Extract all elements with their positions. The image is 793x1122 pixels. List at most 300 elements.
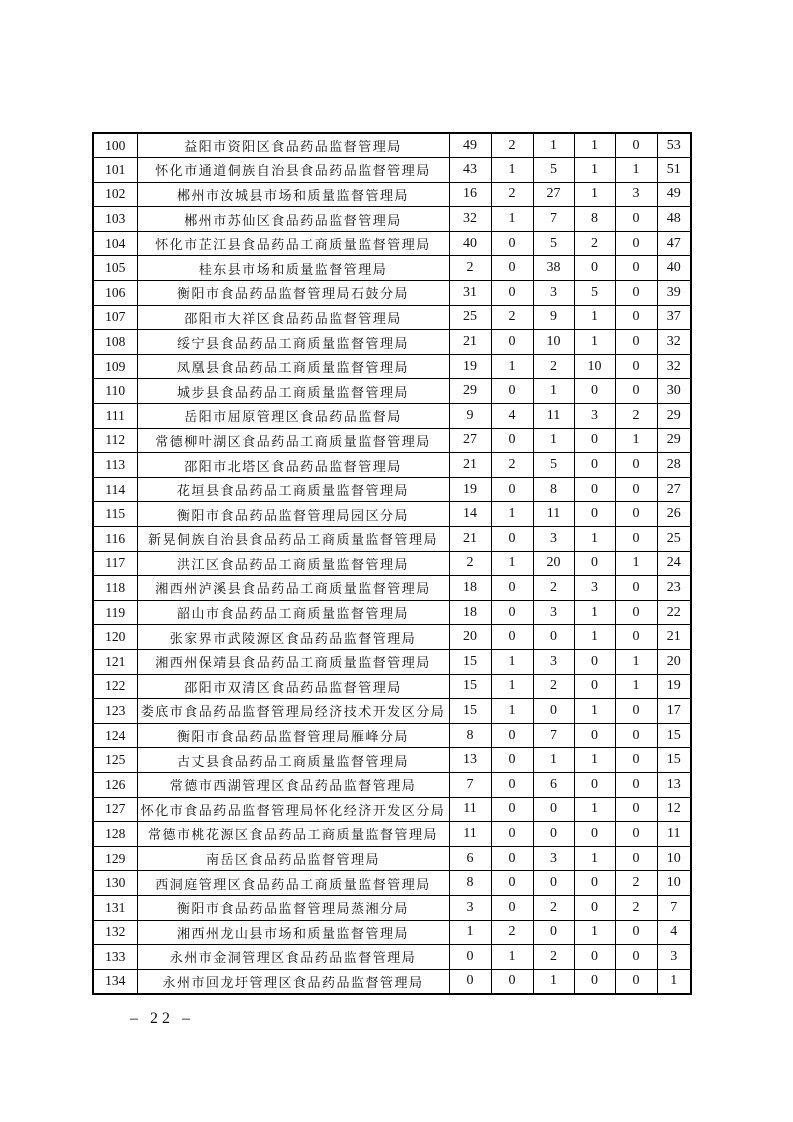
stat-cell-2: 0	[491, 527, 533, 552]
stat-cell-3: 1	[533, 428, 574, 453]
total-cell: 20	[657, 649, 691, 674]
stat-cell-4: 0	[574, 649, 615, 674]
stat-cell-4: 2	[574, 231, 615, 256]
stat-cell-2: 0	[491, 797, 533, 822]
stat-cell-4: 0	[574, 772, 615, 797]
row-number-cell: 116	[93, 527, 137, 552]
stat-cell-2: 0	[491, 330, 533, 355]
stat-cell-5: 0	[615, 945, 657, 970]
agency-name-cell: 郴州市汝城县市场和质量监督管理局	[137, 182, 449, 207]
table-row	[93, 625, 691, 650]
stat-cell-1: 15	[449, 699, 491, 724]
agency-name-cell: 邵阳市北塔区食品药品监督管理局	[137, 453, 449, 478]
stat-cell-3: 7	[533, 723, 574, 748]
stat-cell-2: 0	[491, 895, 533, 920]
total-cell: 27	[657, 477, 691, 502]
table-row	[93, 822, 691, 847]
stat-cell-4: 5	[574, 281, 615, 306]
stat-cell-4: 1	[574, 797, 615, 822]
stat-cell-1: 8	[449, 723, 491, 748]
row-number-cell: 126	[93, 772, 137, 797]
stat-cell-4: 1	[574, 330, 615, 355]
stat-cell-2: 0	[491, 822, 533, 847]
stat-cell-2: 0	[491, 256, 533, 281]
stat-cell-1: 2	[449, 551, 491, 576]
stat-cell-1: 14	[449, 502, 491, 527]
agency-name-cell: 古丈县食品药品工商质量监督管理局	[137, 748, 449, 773]
stat-cell-1: 49	[449, 133, 491, 158]
agency-name-cell: 常德市桃花源区食品药品工商质量监督管理局	[137, 822, 449, 847]
table-row	[93, 772, 691, 797]
stat-cell-3: 0	[533, 871, 574, 896]
stat-cell-3: 8	[533, 477, 574, 502]
stat-cell-2: 0	[491, 723, 533, 748]
stat-cell-4: 1	[574, 158, 615, 183]
stat-cell-2: 1	[491, 502, 533, 527]
stat-cell-5: 0	[615, 453, 657, 478]
stat-cell-2: 0	[491, 231, 533, 256]
stat-cell-3: 7	[533, 207, 574, 232]
table-row	[93, 477, 691, 502]
table-row	[93, 723, 691, 748]
row-number-cell: 111	[93, 404, 137, 429]
row-number-cell: 131	[93, 895, 137, 920]
stat-cell-4: 0	[574, 428, 615, 453]
total-cell: 15	[657, 723, 691, 748]
stat-cell-3: 10	[533, 330, 574, 355]
total-cell: 17	[657, 699, 691, 724]
agency-name-cell: 常德柳叶湖区食品药品工商质量监督管理局	[137, 428, 449, 453]
total-cell: 39	[657, 281, 691, 306]
stat-cell-1: 18	[449, 600, 491, 625]
row-number-cell: 128	[93, 822, 137, 847]
agency-name-cell: 湘西州泸溪县食品药品工商质量监督管理局	[137, 576, 449, 601]
stat-cell-4: 0	[574, 723, 615, 748]
stat-cell-1: 43	[449, 158, 491, 183]
stat-cell-1: 21	[449, 527, 491, 552]
stat-cell-2: 1	[491, 207, 533, 232]
row-number-cell: 118	[93, 576, 137, 601]
total-cell: 4	[657, 920, 691, 945]
stat-cell-4: 1	[574, 699, 615, 724]
stat-cell-4: 8	[574, 207, 615, 232]
row-number-cell: 110	[93, 379, 137, 404]
stat-cell-4: 1	[574, 748, 615, 773]
stat-cell-1: 8	[449, 871, 491, 896]
row-number-cell: 123	[93, 699, 137, 724]
stat-cell-4: 0	[574, 822, 615, 847]
stat-cell-5: 0	[615, 772, 657, 797]
stat-cell-5: 1	[615, 428, 657, 453]
total-cell: 15	[657, 748, 691, 773]
stat-cell-3: 3	[533, 527, 574, 552]
table-body	[93, 133, 691, 994]
stat-cell-3: 11	[533, 502, 574, 527]
total-cell: 13	[657, 772, 691, 797]
stat-cell-5: 2	[615, 871, 657, 896]
stat-cell-5: 0	[615, 920, 657, 945]
total-cell: 49	[657, 182, 691, 207]
row-number-cell: 120	[93, 625, 137, 650]
table-row	[93, 281, 691, 306]
stat-cell-5: 0	[615, 231, 657, 256]
stat-cell-3: 5	[533, 231, 574, 256]
table-row	[93, 428, 691, 453]
agency-ranking-table	[92, 132, 692, 995]
stat-cell-5: 0	[615, 354, 657, 379]
total-cell: 40	[657, 256, 691, 281]
total-cell: 7	[657, 895, 691, 920]
stat-cell-5: 0	[615, 330, 657, 355]
agency-name-cell: 邵阳市双清区食品药品监督管理局	[137, 674, 449, 699]
table-row	[93, 330, 691, 355]
total-cell: 12	[657, 797, 691, 822]
stat-cell-4: 10	[574, 354, 615, 379]
stat-cell-3: 0	[533, 797, 574, 822]
stat-cell-3: 2	[533, 674, 574, 699]
stat-cell-5: 0	[615, 748, 657, 773]
table-row	[93, 674, 691, 699]
table-row	[93, 551, 691, 576]
stat-cell-1: 21	[449, 330, 491, 355]
stat-cell-1: 11	[449, 822, 491, 847]
agency-name-cell: 洪江区食品药品工商质量监督管理局	[137, 551, 449, 576]
agency-name-cell: 韶山市食品药品工商质量监督管理局	[137, 600, 449, 625]
stat-cell-4: 0	[574, 945, 615, 970]
stat-cell-1: 32	[449, 207, 491, 232]
stat-cell-1: 3	[449, 895, 491, 920]
agency-name-cell: 湘西州龙山县市场和质量监督管理局	[137, 920, 449, 945]
table-row	[93, 305, 691, 330]
total-cell: 29	[657, 404, 691, 429]
table-row	[93, 699, 691, 724]
stat-cell-3: 2	[533, 945, 574, 970]
stat-cell-1: 19	[449, 354, 491, 379]
stat-cell-2: 1	[491, 649, 533, 674]
row-number-cell: 134	[93, 969, 137, 994]
stat-cell-3: 20	[533, 551, 574, 576]
row-number-cell: 105	[93, 256, 137, 281]
stat-cell-5: 0	[615, 305, 657, 330]
agency-name-cell: 张家界市武陵源区食品药品监督管理局	[137, 625, 449, 650]
stat-cell-1: 16	[449, 182, 491, 207]
stat-cell-5: 0	[615, 256, 657, 281]
stat-cell-2: 1	[491, 551, 533, 576]
agency-name-cell: 衡阳市食品药品监督管理局园区分局	[137, 502, 449, 527]
table-row	[93, 379, 691, 404]
stat-cell-3: 0	[533, 699, 574, 724]
stat-cell-3: 3	[533, 600, 574, 625]
stat-cell-1: 31	[449, 281, 491, 306]
table-row	[93, 797, 691, 822]
stat-cell-2: 1	[491, 945, 533, 970]
stat-cell-1: 29	[449, 379, 491, 404]
row-number-cell: 122	[93, 674, 137, 699]
agency-name-cell: 城步县食品药品工商质量监督管理局	[137, 379, 449, 404]
agency-name-cell: 凤凰县食品药品工商质量监督管理局	[137, 354, 449, 379]
table-row	[93, 354, 691, 379]
stat-cell-3: 38	[533, 256, 574, 281]
agency-name-cell: 岳阳市屈原管理区食品药品监督局	[137, 404, 449, 429]
row-number-cell: 124	[93, 723, 137, 748]
agency-name-cell: 绥宁县食品药品工商质量监督管理局	[137, 330, 449, 355]
row-number-cell: 125	[93, 748, 137, 773]
table-row	[93, 256, 691, 281]
stat-cell-2: 0	[491, 600, 533, 625]
row-number-cell: 107	[93, 305, 137, 330]
table-row	[93, 945, 691, 970]
stat-cell-1: 20	[449, 625, 491, 650]
stat-cell-5: 0	[615, 527, 657, 552]
stat-cell-2: 0	[491, 969, 533, 994]
agency-name-cell: 怀化市食品药品监督管理局怀化经济开发区分局	[137, 797, 449, 822]
table-row	[93, 846, 691, 871]
total-cell: 10	[657, 846, 691, 871]
stat-cell-1: 9	[449, 404, 491, 429]
stat-cell-2: 1	[491, 699, 533, 724]
stat-cell-2: 0	[491, 281, 533, 306]
stat-cell-2: 0	[491, 576, 533, 601]
row-number-cell: 101	[93, 158, 137, 183]
stat-cell-2: 1	[491, 158, 533, 183]
stat-cell-1: 27	[449, 428, 491, 453]
stat-cell-1: 0	[449, 969, 491, 994]
table-row	[93, 231, 691, 256]
total-cell: 11	[657, 822, 691, 847]
stat-cell-2: 2	[491, 920, 533, 945]
total-cell: 19	[657, 674, 691, 699]
row-number-cell: 113	[93, 453, 137, 478]
table-row	[93, 502, 691, 527]
total-cell: 10	[657, 871, 691, 896]
stat-cell-3: 9	[533, 305, 574, 330]
stat-cell-4: 1	[574, 133, 615, 158]
row-number-cell: 112	[93, 428, 137, 453]
stat-cell-5: 1	[615, 551, 657, 576]
stat-cell-4: 0	[574, 674, 615, 699]
total-cell: 25	[657, 527, 691, 552]
stat-cell-3: 5	[533, 158, 574, 183]
stat-cell-2: 4	[491, 404, 533, 429]
stat-cell-1: 6	[449, 846, 491, 871]
stat-cell-4: 1	[574, 600, 615, 625]
stat-cell-2: 0	[491, 748, 533, 773]
stat-cell-4: 1	[574, 625, 615, 650]
stat-cell-2: 2	[491, 133, 533, 158]
stat-cell-2: 1	[491, 354, 533, 379]
table-row	[93, 871, 691, 896]
table-row	[93, 404, 691, 429]
stat-cell-2: 0	[491, 871, 533, 896]
table-row	[93, 133, 691, 158]
total-cell: 37	[657, 305, 691, 330]
agency-name-cell: 怀化市芷江县食品药品工商质量监督管理局	[137, 231, 449, 256]
table-row	[93, 453, 691, 478]
total-cell: 1	[657, 969, 691, 994]
table-row	[93, 969, 691, 994]
row-number-cell: 114	[93, 477, 137, 502]
stat-cell-1: 25	[449, 305, 491, 330]
stat-cell-5: 0	[615, 477, 657, 502]
stat-cell-3: 11	[533, 404, 574, 429]
stat-cell-4: 3	[574, 576, 615, 601]
table-row	[93, 207, 691, 232]
table-row	[93, 527, 691, 552]
stat-cell-3: 1	[533, 748, 574, 773]
stat-cell-3: 0	[533, 822, 574, 847]
stat-cell-5: 0	[615, 379, 657, 404]
stat-cell-5: 2	[615, 895, 657, 920]
stat-cell-4: 1	[574, 920, 615, 945]
stat-cell-3: 27	[533, 182, 574, 207]
stat-cell-1: 1	[449, 920, 491, 945]
stat-cell-5: 0	[615, 723, 657, 748]
stat-cell-2: 0	[491, 379, 533, 404]
stat-cell-2: 0	[491, 772, 533, 797]
stat-cell-1: 15	[449, 649, 491, 674]
stat-cell-5: 0	[615, 969, 657, 994]
agency-name-cell: 衡阳市食品药品监督管理局雁峰分局	[137, 723, 449, 748]
stat-cell-2: 0	[491, 846, 533, 871]
stat-cell-3: 3	[533, 281, 574, 306]
stat-cell-2: 2	[491, 182, 533, 207]
stat-cell-4: 3	[574, 404, 615, 429]
stat-cell-5: 1	[615, 649, 657, 674]
stat-cell-5: 0	[615, 281, 657, 306]
stat-cell-3: 2	[533, 576, 574, 601]
agency-name-cell: 常德市西湖管理区食品药品监督管理局	[137, 772, 449, 797]
agency-name-cell: 永州市金洞管理区食品药品监督管理局	[137, 945, 449, 970]
agency-name-cell: 桂东县市场和质量监督管理局	[137, 256, 449, 281]
stat-cell-3: 3	[533, 846, 574, 871]
total-cell: 51	[657, 158, 691, 183]
agency-name-cell: 永州市回龙圩管理区食品药品监督管理局	[137, 969, 449, 994]
stat-cell-1: 40	[449, 231, 491, 256]
stat-cell-1: 15	[449, 674, 491, 699]
table-row	[93, 649, 691, 674]
stat-cell-3: 2	[533, 895, 574, 920]
table-row	[93, 600, 691, 625]
stat-cell-1: 19	[449, 477, 491, 502]
stat-cell-5: 1	[615, 158, 657, 183]
row-number-cell: 121	[93, 649, 137, 674]
stat-cell-1: 11	[449, 797, 491, 822]
stat-cell-5: 0	[615, 846, 657, 871]
total-cell: 24	[657, 551, 691, 576]
stat-cell-3: 1	[533, 379, 574, 404]
total-cell: 47	[657, 231, 691, 256]
stat-cell-4: 0	[574, 871, 615, 896]
row-number-cell: 133	[93, 945, 137, 970]
stat-cell-5: 0	[615, 133, 657, 158]
table-row	[93, 158, 691, 183]
agency-name-cell: 湘西州保靖县食品药品工商质量监督管理局	[137, 649, 449, 674]
stat-cell-4: 1	[574, 846, 615, 871]
row-number-cell: 104	[93, 231, 137, 256]
total-cell: 29	[657, 428, 691, 453]
stat-cell-3: 0	[533, 625, 574, 650]
stat-cell-2: 0	[491, 477, 533, 502]
stat-cell-5: 0	[615, 502, 657, 527]
stat-cell-5: 2	[615, 404, 657, 429]
row-number-cell: 130	[93, 871, 137, 896]
agency-name-cell: 南岳区食品药品监督管理局	[137, 846, 449, 871]
agency-name-cell: 衡阳市食品药品监督管理局石鼓分局	[137, 281, 449, 306]
stat-cell-5: 0	[615, 207, 657, 232]
stat-cell-1: 2	[449, 256, 491, 281]
row-number-cell: 132	[93, 920, 137, 945]
stat-cell-5: 0	[615, 797, 657, 822]
stat-cell-2: 2	[491, 453, 533, 478]
stat-cell-1: 18	[449, 576, 491, 601]
agency-name-cell: 新晃侗族自治县食品药品工商质量监督管理局	[137, 527, 449, 552]
stat-cell-5: 0	[615, 625, 657, 650]
stat-cell-4: 0	[574, 895, 615, 920]
stat-cell-3: 2	[533, 354, 574, 379]
total-cell: 26	[657, 502, 691, 527]
row-number-cell: 103	[93, 207, 137, 232]
row-number-cell: 119	[93, 600, 137, 625]
total-cell: 28	[657, 453, 691, 478]
stat-cell-4: 0	[574, 502, 615, 527]
row-number-cell: 117	[93, 551, 137, 576]
row-number-cell: 102	[93, 182, 137, 207]
stat-cell-1: 7	[449, 772, 491, 797]
stat-cell-3: 5	[533, 453, 574, 478]
total-cell: 22	[657, 600, 691, 625]
stat-cell-5: 3	[615, 182, 657, 207]
stat-cell-4: 0	[574, 551, 615, 576]
stat-cell-4: 0	[574, 379, 615, 404]
stat-cell-2: 0	[491, 428, 533, 453]
total-cell: 21	[657, 625, 691, 650]
stat-cell-5: 0	[615, 822, 657, 847]
agency-name-cell: 娄底市食品药品监督管理局经济技术开发区分局	[137, 699, 449, 724]
agency-name-cell: 怀化市通道侗族自治县食品药品监督管理局	[137, 158, 449, 183]
agency-name-cell: 西洞庭管理区食品药品工商质量监督管理局	[137, 871, 449, 896]
table-row	[93, 920, 691, 945]
stat-cell-5: 1	[615, 674, 657, 699]
total-cell: 32	[657, 330, 691, 355]
stat-cell-4: 1	[574, 182, 615, 207]
row-number-cell: 129	[93, 846, 137, 871]
stat-cell-5: 0	[615, 600, 657, 625]
total-cell: 32	[657, 354, 691, 379]
stat-cell-1: 21	[449, 453, 491, 478]
row-number-cell: 109	[93, 354, 137, 379]
total-cell: 23	[657, 576, 691, 601]
stat-cell-4: 0	[574, 969, 615, 994]
row-number-cell: 108	[93, 330, 137, 355]
stat-cell-4: 0	[574, 256, 615, 281]
stat-cell-2: 2	[491, 305, 533, 330]
page-number: – 22 –	[130, 1010, 194, 1027]
stat-cell-4: 1	[574, 527, 615, 552]
stat-cell-4: 0	[574, 477, 615, 502]
total-cell: 53	[657, 133, 691, 158]
stat-cell-5: 0	[615, 699, 657, 724]
total-cell: 3	[657, 945, 691, 970]
stat-cell-3: 3	[533, 649, 574, 674]
stat-cell-3: 0	[533, 920, 574, 945]
row-number-cell: 100	[93, 133, 137, 158]
agency-name-cell: 花垣县食品药品工商质量监督管理局	[137, 477, 449, 502]
agency-name-cell: 益阳市资阳区食品药品监督管理局	[137, 133, 449, 158]
stat-cell-1: 13	[449, 748, 491, 773]
stat-cell-3: 6	[533, 772, 574, 797]
agency-name-cell: 郴州市苏仙区食品药品监督管理局	[137, 207, 449, 232]
row-number-cell: 106	[93, 281, 137, 306]
